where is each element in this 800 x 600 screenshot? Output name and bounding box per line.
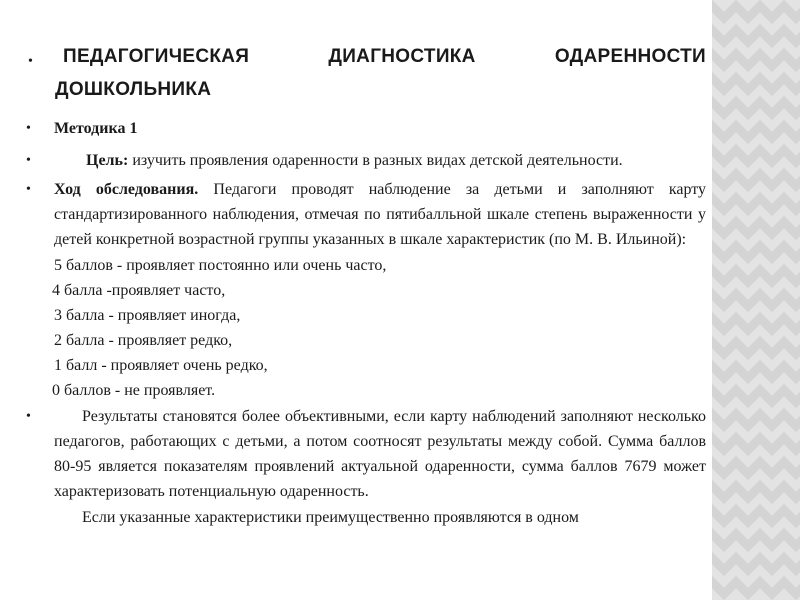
continuation-line: Если указанные характеристики преимущественно проявляются в одном bbox=[82, 509, 579, 526]
results-item bbox=[22, 404, 706, 504]
goal-item bbox=[22, 148, 706, 173]
bullet-icon: • bbox=[26, 121, 31, 136]
title-line-2: ДОШКОЛЬНИКА bbox=[55, 79, 212, 100]
scale-line: 0 баллов - не проявляет. bbox=[52, 382, 216, 399]
scale-line: 5 баллов - проявляет постоянно или очень часто, bbox=[54, 257, 387, 274]
method-label: Методика 1 bbox=[54, 120, 138, 137]
scale-line: 2 балла - проявляет редко, bbox=[54, 332, 233, 349]
title-word: ДИАГНОСТИКА bbox=[328, 46, 476, 67]
bullet-icon: • bbox=[26, 153, 31, 168]
title-word: ПЕДАГОГИЧЕСКАЯ bbox=[63, 46, 250, 67]
scale-line: 3 балла - проявляет иногда, bbox=[54, 307, 241, 324]
slide-title bbox=[55, 40, 706, 106]
scale-line: 4 балла -проявляет часто, bbox=[52, 282, 226, 299]
method-item bbox=[22, 116, 706, 141]
procedure-item bbox=[22, 177, 706, 252]
results-text: Результаты становятся более объективными, если карту наблюдений заполняют несколько педагогов, работающих с детьми, а потом соотносят результаты между собой. Сумма баллов 80-95 является показателям проявлений актуальной одаренности, сумма баллов 7679 может характеризовать потенциальную одаренность. bbox=[54, 408, 706, 500]
procedure-text: Педагоги проводят наблюдение за детьми и заполняют карту стандартизированного наблюдения, отмечая по пятибалльной шкале степень выраженности у детей конкретной возрастной группы указанных в шкале характеристик (по М. В. Ильиной): bbox=[54, 181, 707, 248]
title-block bbox=[22, 40, 706, 106]
decorative-side-panel bbox=[712, 0, 800, 600]
procedure-label: Ход обследования. bbox=[54, 181, 199, 198]
scale-line: 1 балл - проявляет очень редко, bbox=[54, 357, 268, 374]
bullet-icon: • bbox=[26, 409, 31, 424]
title-word: ОДАРЕННОСТИ bbox=[554, 46, 706, 67]
goal-label: Цель: bbox=[86, 152, 129, 169]
slide-content bbox=[22, 40, 706, 530]
bullet-icon: • bbox=[26, 182, 31, 197]
title-line-1 bbox=[55, 40, 706, 73]
bullet-icon: • bbox=[28, 54, 33, 69]
goal-text: изучить проявления одаренности в разных видах детской деятельности. bbox=[132, 152, 623, 169]
